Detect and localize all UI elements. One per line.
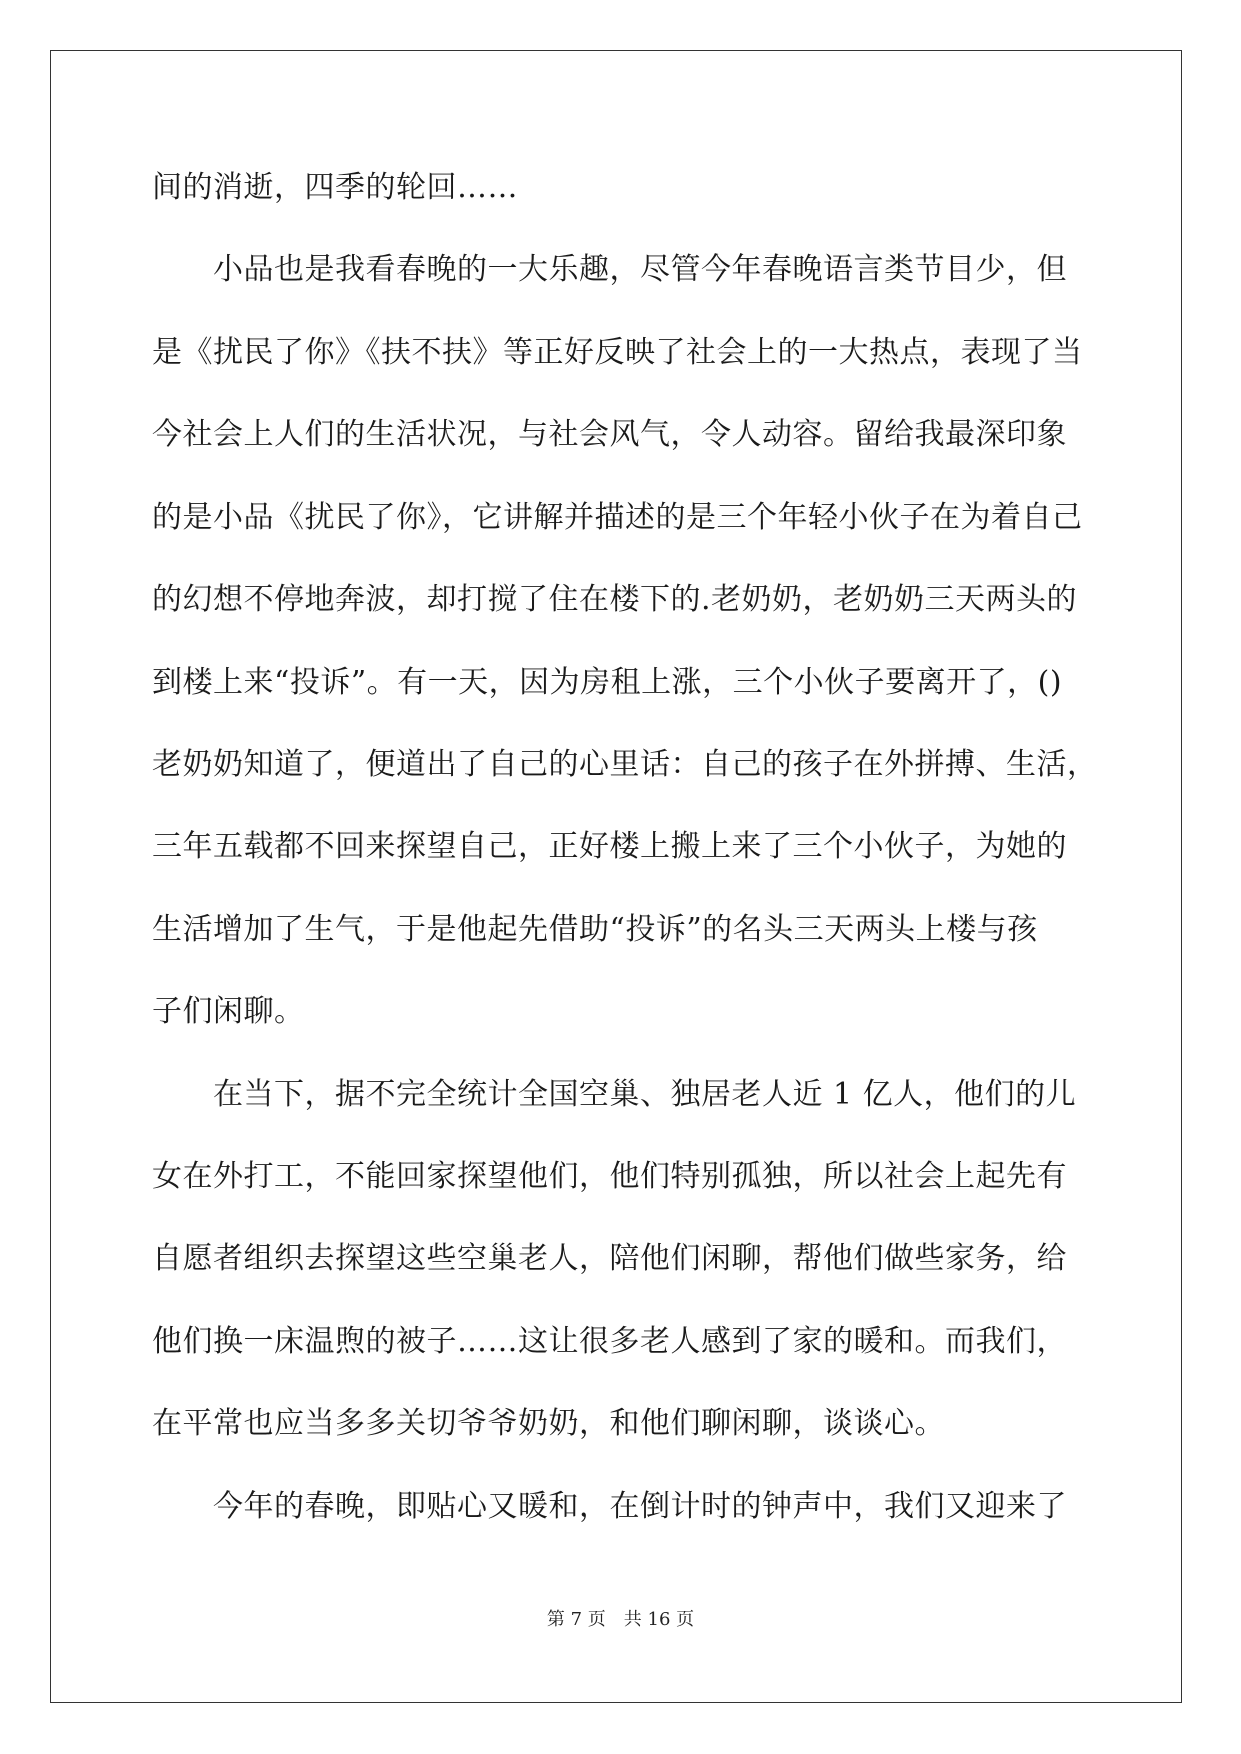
page-footer <box>0 1608 1241 1632</box>
text-line-16: 在平常也应当多多关切爷爷奶奶，和他们聊闲聊，谈谈心。 <box>152 1406 945 1441</box>
text-line-14: 自愿者组织去探望这些空巢老人，陪他们闲聊，帮他们做些家务，给 <box>152 1241 1067 1276</box>
page-number-current: 第 7 页 <box>546 1609 606 1630</box>
text-line-8: 老奶奶知道了，便道出了自己的心里话：自己的孩子在外拼搏、生活， <box>152 747 1098 782</box>
text-line-9: 三年五载都不回来探望自己，正好楼上搬上来了三个小伙子，为她的 <box>152 829 1067 864</box>
text-line-12: 在当下，据不完全统计全国空巢、独居老人近 1 亿人，他们的儿 <box>152 1077 1077 1112</box>
text-line-3: 是《扰民了你》《扶不扶》等正好反映了社会上的一大热点，表现了当 <box>152 335 1083 370</box>
text-line-13: 女在外打工，不能回家探望他们，他们特别孤独，所以社会上起先有 <box>152 1159 1067 1194</box>
text-line-10: 生活增加了生气，于是他起先借助“投诉”的名头三天两头上楼与孩 <box>152 912 1038 947</box>
text-line-2: 小品也是我看春晚的一大乐趣，尽管今年春晚语言类节目少，但 <box>152 252 1067 287</box>
text-line-1: 间的消逝，四季的轮回…… <box>152 170 518 205</box>
text-line-11: 子们闲聊。 <box>152 994 305 1029</box>
text-line-15: 他们换一床温煦的被子……这让很多老人感到了家的暖和。而我们， <box>152 1324 1067 1359</box>
text-line-7: 到楼上来“投诉”。有一天，因为房租上涨，三个小伙子要离开了，() <box>152 665 1063 700</box>
text-line-5: 的是小品《扰民了你》，它讲解并描述的是三个年轻小伙子在为着自己 <box>152 500 1083 535</box>
text-line-6: 的幻想不停地奔波，却打搅了住在楼下的.老奶奶，老奶奶三天两头的 <box>152 582 1078 617</box>
text-line-4: 今社会上人们的生活状况，与社会风气，令人动容。留给我最深印象 <box>152 417 1067 452</box>
page-number-total: 共 16 页 <box>623 1609 695 1630</box>
page-frame <box>50 50 1182 1703</box>
text-line-17: 今年的春晚，即贴心又暖和，在倒计时的钟声中，我们又迎来了 <box>152 1489 1067 1524</box>
